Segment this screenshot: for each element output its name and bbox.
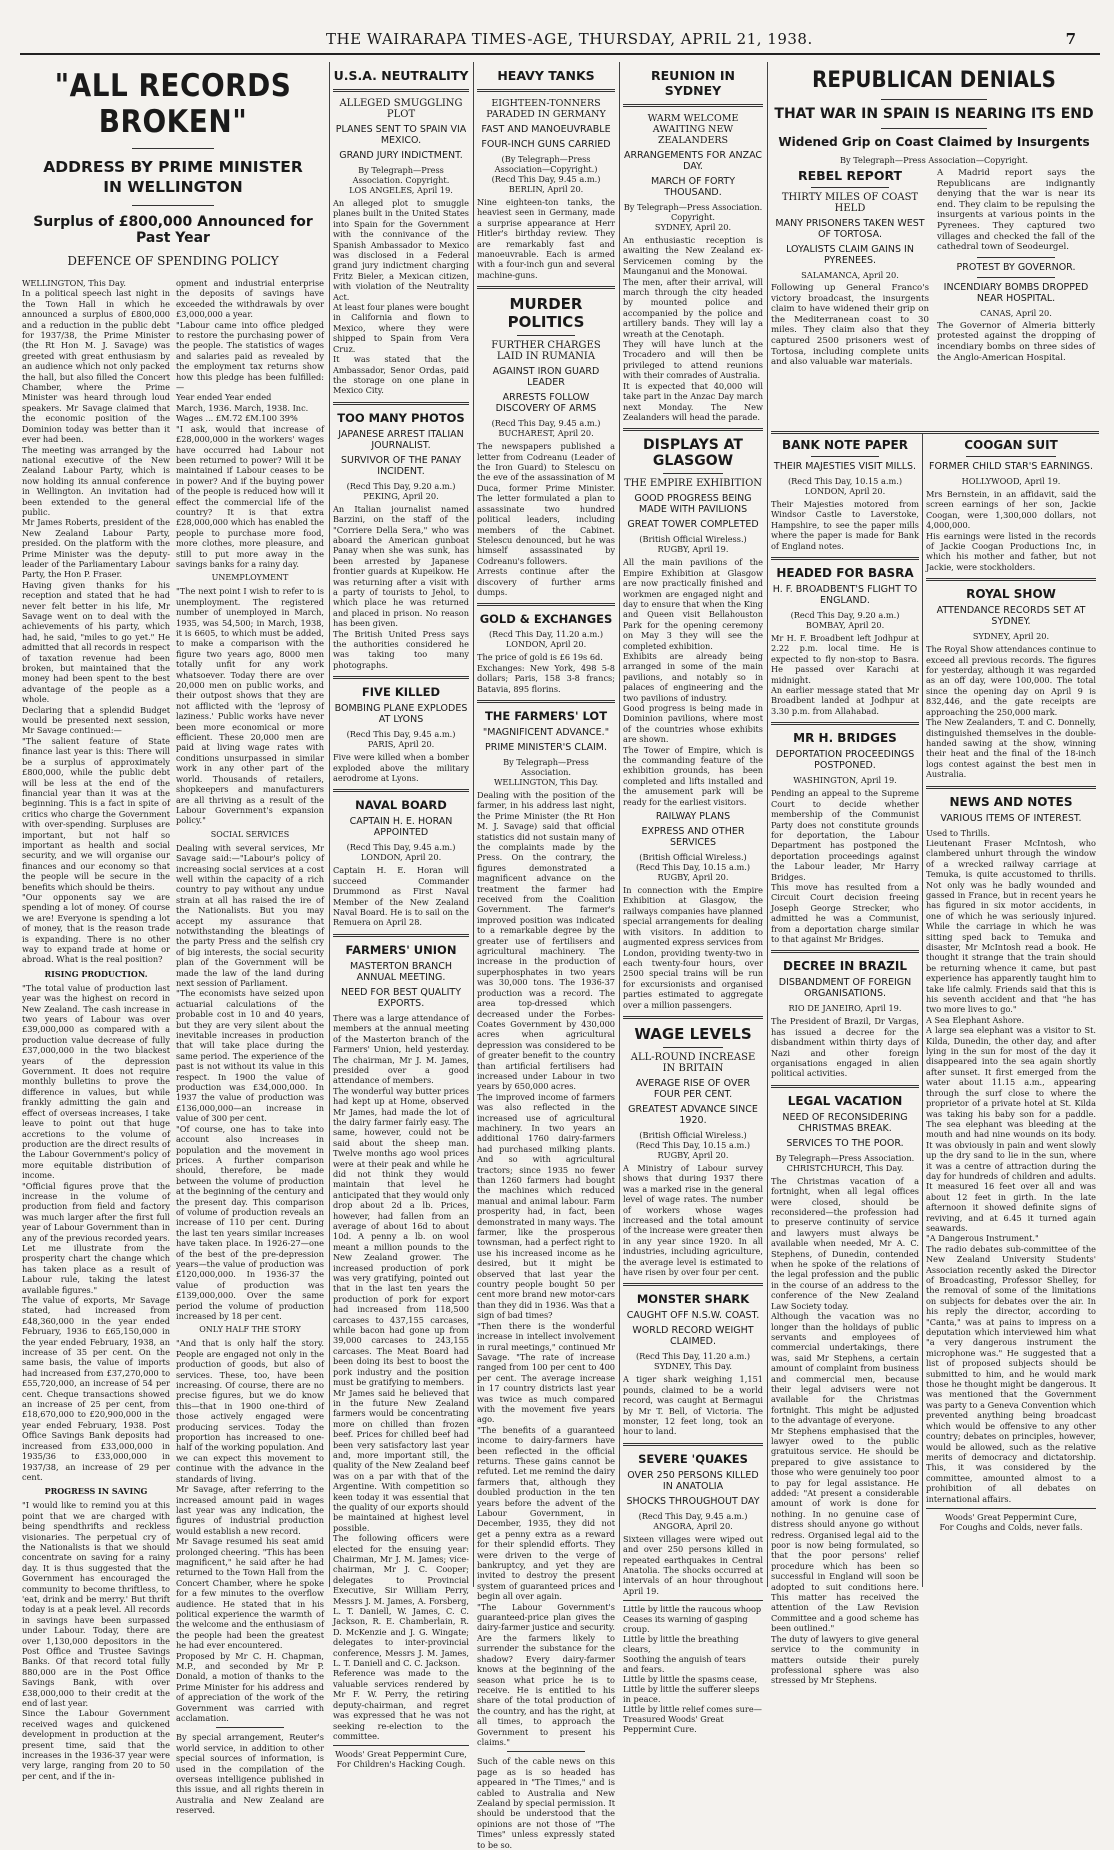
article-body: Pending an appeal to the Supreme Court to decide whether membership of the Communist Party does not constitute grounds for deportation, the Labour Department has postponed the deportation proceedings against the Labour leader, Mr Harry Bridges. This move has resulted from a Circuit Court decision freeing Joseph George Strecker, who admitted he was a Communist, from a deportation charge similar to that against Mr Bridges. <box>771 788 919 944</box>
article-body: Nine eighteen-ton tanks, the heaviest seen in Germany, made a surprise appearance at Herr Hitler's birthday review. They are remarkably fast and manoeuvrable. Each is armed with a four-inch gun and several machine-guns. <box>477 197 615 280</box>
article-subheadline: WORLD RECORD WEIGHT CLAIMED. <box>632 1325 754 1348</box>
article-headline: GOLD & EXCHANGES <box>479 612 613 627</box>
article-subheadline: INCENDIARY BOMBS DROPPED NEAR HOSPITAL. <box>943 281 1089 304</box>
article-headline: FARMERS' UNION <box>345 942 457 957</box>
article-body: An Italian journalist named Barzini, on the staff of the "Corriere Della Sera," who was aboard the American gunboat Panay when she was sunk, has been arrested by Japanese frontier guards at Kupeikow. He was returning after a visit with a party of tourists to Jehol, to which place he was returned and placed in prison. No reason has been given. The British United Press says the authorities considered he was taking too many photographs. <box>333 503 469 670</box>
article-column <box>771 168 929 372</box>
article-subheadline: THEIR MAJESTIES VISIT MILLS. <box>773 461 917 472</box>
article-headline: HEAVY TANKS <box>497 68 595 83</box>
article-headline: SEVERE 'QUAKES <box>638 1451 748 1466</box>
article-headline: DECREE IN BRAZIL <box>783 959 907 974</box>
section-heading: ONLY HALF THE STORY <box>199 1325 301 1335</box>
article-subheadline: DEPORTATION PROCEEDINGS POSTPONED. <box>775 749 915 772</box>
article-subheadline: MARCH OF FORTY THOUSAND. <box>650 176 736 198</box>
article-subheadline: AGAINST IRON GUARD LEADER <box>492 366 600 389</box>
article-body: The newspapers published a letter from Codreanu (Leader of the Iron Guard) to Stelescu on the eve of the assassination of M Duca, former Prime Minister. The letter formulated a plan to assassinate two hundred political leaders, including members of the Cabinet. Stelescu denounced, but he was himself assassinated by Codreanu's followers. Arrests continue after the discovery of further arms dumps. <box>477 441 615 597</box>
article-body: Mrs Bernstein, in an affidavit, said the screen earnings of her son, Jackie Coogan, were 1,300,000 dollars, not 4,000,000. His earnings were listed in the records of Jackie Coogan Productions Inc, in which his mother and father, but not Jackie, were stockholders. <box>926 489 1096 572</box>
article-subheadline: AVERAGE RISE OF OVER FOUR PER CENT. <box>635 1077 751 1100</box>
article-headline: MURDER POLITICS <box>507 295 585 332</box>
dateline: By Telegraph—Press Association. Copyright. LOS ANGELES, April 19. <box>349 165 453 195</box>
article-republican-denials <box>771 62 1097 430</box>
article-subheadline: JAPANESE ARREST ITALIAN JOURNALIST. <box>338 428 464 451</box>
article-body: An alleged plot to smuggle planes built in the United States into Spain for the Government with the connivance of the Spanish Ambassador to Mexico was disclosed in a Federal grand jury indictment charging Fritz Bieler, a Mexican citizen, with violation of the Neutrality Act. At least four planes were bought in California and flown to Mexico, where they were shipped to Spain from Vera Cruz. It was stated that the Ambassador, Senor Ordas, paid the storage on one plane in Mexico City. <box>333 198 469 396</box>
article-headline: FIVE KILLED <box>361 685 441 700</box>
section-heading: SOCIAL SERVICES <box>210 829 290 839</box>
article-subheadline: MANY PRISONERS TAKEN WEST OF TORTOSA. <box>775 218 925 240</box>
article-headline: REUNION IN SYDNEY <box>651 68 735 98</box>
masthead <box>0 30 1114 52</box>
article-headline: DISPLAYS AT GLASGOW <box>643 437 743 470</box>
article-subheadline: SERVICES TO THE POOR. <box>786 1137 904 1149</box>
article-subheadline: ATTENDANCE RECORDS SET AT SYDNEY. <box>936 605 1086 628</box>
article-headline: ROYAL SHOW <box>966 587 1056 602</box>
page-number: 7 <box>1065 30 1076 48</box>
article-headline: THE FARMERS' LOT <box>484 708 608 723</box>
dateline: By Telegraph—Press Association—Copyright. <box>839 155 1029 165</box>
masthead-title: THE WAIRARAPA TIMES-AGE, THURSDAY, APRIL 21, 1938. <box>326 30 813 48</box>
article-headline: MR H. BRIDGES <box>793 731 897 746</box>
article-body: opment and industrial enterprise the deposits of savings have exceeded the withdrawals by over £3,000,000 a year. "Labour came into office pledged to restore the purchasing power of the people. The statistics of wages and salaries paid as revealed by the employment tax returns show how this pledge has been fulfilled:— Year ended Year ended March, 1936. March, 1938. Inc. Wages ... £M.72 £M.100 39% "I ask, would that increase of £28,000,000 in the workers' wages have occurred had Labour not been returned to power? Will it be maintained if Labour ceases to be in power? And if the buying power of the people is reduced how will it effect the commercial life of the country? It is that extra £28,000,000 which has enabled the people to purchase more food, more clothes, more pleasure, and still to put more away in the savings banks for a rainy day. <box>176 278 324 569</box>
dateline: RIO DE JANEIRO, April 19. <box>788 1003 902 1014</box>
article-body: Dealing with the position of the farmer, in his address last night, the Prime Minister (the Rt Hon M. J. Savage) said that official statistics did not sustain many of the complaints made by the Press. On the contrary, the figures demonstrated a magnificent advance on the treatment the farmer had received from the Coalition Government. The farmer's improved position was indicated to a remarkable degree by the greater use of fertilisers and agricultural machinery. The increase in the production of superphosphates in two years was 30,000 tons. The 1936-37 production was a record. The area top-dressed which decreased under the Forbes-Coates Government by 430,000 acres when agricultural depression was considered to be of greater benefit to the country than artificial fertilisers had increased under Labour in two years by 650,000 acres. The improved income of farmers was also reflected in the increased use of agricultural machinery. In two years an additional 1760 dairy-farmers had purchased milking plants. And so with agricultural tractors; since 1935 no fewer than 1260 farmers had bought the machines which reduced manual and animal labour. Farm prosperity had, in fact, been demonstrated in many ways. The farmer, like the prosperous townsman, had a perfect right to use his increased income as he desired, but it might be observed that last year the country people bought 50 per cent more brand new motor-cars than they did in 1936. Was that a sign of bad times? "Then there is the wonderful increase in intellect involvement in rural meetings," continued Mr Savage. "The rate of increase ranged from 100 per cent to 400 per cent. The average increase in 17 country districts last year was twice as much compared with the movement five years ago. "The benefits of a guaranteed income to dairy-farmers have been reflected in the official returns. These gains cannot be refuted. Let me remind the dairy farmers that, although they doubled production in the ten years before the advent of the Labour Government, in December, 1935, they did not get a penny extra as a reward for their splendid efforts. They were driven to the verge of bankruptcy, and yet they are invited to destroy the present system of guaranteed prices and begin all over again. "The Labour Government's guaranteed-price plan gives the dairy-farmer justice and security. Are the farmers likely to surrender the substance for the shadow? Every dairy-farmer knows at the beginning of the season what price he is to receive. He is entitled to his share of the total production of the country, and has the right, at all times, to approach the Government to present his claims." <box>477 789 615 1747</box>
article-body: WELLINGTON, This Day. In a political speech last night in the Town Hall in which he announced a surplus of £800,000 and a reduction in the public debt for 1937/38, the Prime Minister (the Rt Hon M. J. Savage) was greeted with great enthusiasm by an audience which not only packed the hall, but also filled the Concert Chamber, where the Prime Minister was heard through loud speakers. Mr Savage claimed that the economic position of the Dominion today was better than it ever had been. The meeting was arranged by the national executive of the New Zealand Labour Party, which is now holding its annual conference in Wellington. An invitation had been extended to the general public. Mr James Roberts, president of the New Zealand Labour Party, presided. On the platform with the Prime Minister was the deputy-leader of the Parliamentary Labour Party, the Hon P. Fraser. Having given thanks for his reception and stated that he had never felt better in his life, Mr Savage went on to deal with the achievements of his party, which had, he said, "miles to go yet." He admitted that all records in respect of taxation revenue had been broken, but maintained that the money had been spent to the best advantage of the people as a whole. Declaring that a splendid Budget would be presented next session, Mr Savage continued:— "The salient feature of State finance last year is this: There will be a surplus of approximately £800,000, while the public debt will be less at the end of the financial year than it was at the beginning. This is a fact in spite of critics who charge the Government with over-spending. Surpluses are important, but not half so important as health and social security, and we will organise our finances and our economy so that the people will be secure in the benefits which should be theirs. "Our opponents say we are spending a lot of money. Of course we are! Everyone is spending a lot of money, that is the reason trade is expanding. There is no other way to expand trade at home or abroad. What is the real position? <box>22 278 170 965</box>
article-body: A Ministry of Labour survey shows that during 1937 there was a marked rise in the general level of wage rates. The number of workers whose wages increased and the total amount of the increase were greater then in any year since 1920. In all industries, including agriculture, the average level is estimated to have risen by over four per cent. <box>623 1162 763 1277</box>
article-subheadline: EXPRESS AND OTHER SERVICES <box>641 826 745 849</box>
column-divider <box>922 433 923 1587</box>
masthead-rule <box>20 53 1100 55</box>
article-headline: NEWS AND NOTES <box>949 794 1073 809</box>
article-body: "I would like to remind you at this point that we are charged with being spendthrifts and reckless visionaries. The perpetual cry of the Nationalists is that we should concentrate on saving for a rainy day. It is thus suggested that the Government has encouraged the community to become thriftless, to 'eat, drink and be merry.' But thrift today is at a peak level. All records in savings have been surpassed under Labour. Today, there are over 1,130,000 depositors in the Post Office and Trustee Savings Banks. Of that record total fully 880,000 are in the Post Office Savings Bank, with over £38,000,000 to their credit at the end of last year. Since the Labour Government received wages and quickened development in production at the present time, said that the increases in the 1936-37 year were very large, ranging from 20 to 50 per cent, and if the in- <box>22 1500 170 1781</box>
column-6 <box>771 438 919 1686</box>
article-body: Five were killed when a bomber exploded above the military aerodrome at Lyons. <box>333 752 469 784</box>
column-3 <box>333 62 469 1770</box>
article-subheadline: PRIME MINISTER'S CLAIM. <box>484 741 607 753</box>
section-heading: PROTEST BY GOVERNOR. <box>956 261 1076 273</box>
article-body: In connection with the Empire Exhibition at Glasgow, the railways companies have planned special arrangements for dealing with visitors. In addition to augmented express services from London, providing twenty-two in each twenty-four hours, over 2500 special trains will be run for excursionists and organised parties estimated to aggregate over a million passengers. <box>623 885 763 1010</box>
article-subheadline: GOOD PROGRESS BEING MADE WITH PAVILIONS <box>634 493 752 516</box>
article-column <box>22 278 170 1820</box>
article-subheadline: VARIOUS ITEMS OF INTEREST. <box>940 812 1082 824</box>
article-subheadline: Surplus of £800,000 Announced for Past Year <box>33 214 313 246</box>
column-5 <box>623 62 763 1735</box>
article-subheadline: FAST AND MANOEUVRABLE <box>481 124 611 135</box>
article-headline: BANK NOTE PAPER <box>782 438 908 452</box>
article-body: There was a large attendance of members at the annual meeting of the Masterton branch of the Farmers' Union, held yesterday. The chairman, Mr J. M. James, presided over a good attendance of members. The wonderful way butter prices had kept up at Home, observed Mr James, had made the lot of the dairy farmer fairly easy. The same, however, could not be said about the sheep man. Twelve months ago wool prices were at their peak and while he did not think they would maintain that level he anticipated that they would only drop about 2d a lb. Prices, however, had fallen from an average of about 16d to about 10d. A penny a lb. on wool meant a million pounds to the New Zealand grower. The increased production of pork was very gratifying, pointed out that in the last ten years the production of pork for export had increased from 118,500 carcases to 437,155 carcases, while bacon had gone up from 39,000 carcases to 243,155 carcases. The Meat Board had been doing its best to boost the pork industry and the position must be gratifying to members. Mr James said he believed that in the future New Zealand farmers would be concentrating more on chilled than frozen beef. Prices for chilled beef had been very satisfactory last year and, more important still, the quality of the New Zealand beef was on a par with that of the Argentine. With competition so keen today it was essential that the quality of our exports should be maintained at highest level possible. The following officers were elected for the ensuing year: Chairman, Mr J. M. James; vice-chairman, Mr J. C. Cooper; delegates to Provincial Executive, Sir William Perry, Messrs J. M. James, A. Forsberg, L. T. Daniell, W. James, C. C. Jackson, R. E. Chamberlain, R. D. McKenzie and J. G. Wingate; delegates to inter-provincial conference, Messrs J. M. James, L. T. Daniell and C. C. Jackson. Reference was made to the valuable services rendered by Mr F. W. Perry, the retiring deputy-chairman, and regret was expressed that he was not seeking re-election to the committee. <box>333 1012 469 1741</box>
article-body: Dealing with several services, Mr Savage said:—"Labour's policy of increasing social services at a cost well within the capacity of a rich country to pay without any undue strain at all has raised the ire of the Nationalists. But you may accept my assurance that notwithstanding the bleatings of the party Press and the selfish cry of big interests, the social security plan of the Government will be made the law of the land during next session of Parliament. "The economists have seized upon actuarial calculations of the probable cost in 10 and 40 years, but they are very silent about the inevitable increases in production that will take place during the same period. The experience of the past is not without its value in this respect. In 1900 the value of production was £34,000,000. In 1937 the value of production was £136,000,000—an increase in value of 300 per cent. "Of course, one has to take into account also increases in population and the movement in prices. A further comparison should, therefore, be made between the volume of production at the beginning of the century and the present day. This comparison of volume of production reveals an increase of 110 per cent. During the last ten years similar increases have taken place. In 1926-27—one of the best of the pre-depression years—the value of production was £120,000,000. In 1936-37 the value of production was £139,000,000. Over the same period the volume of production increased by 18 per cent. <box>176 842 324 1321</box>
dateline: SYDNEY, April 20. <box>972 631 1050 642</box>
article-body: Mr H. F. Broadbent left Jodhpur at 2.22 p.m. local time. He is expected to fly non-stop to Basra. He passed over Karachi at midnight. An earlier message stated that Mr Broadbent landed at Jodhpur at 3.30 p.m. from Allahabad. <box>771 633 919 716</box>
article-body: The Christmas vacation of a fortnight, when all legal offices were closed, should be reconsidered—the profession had to preserve continuity of service and lawyers must always be available when needed, Mr A. C. Stephens, of Dunedin, contended when he spoke of the relations of the legal profession and the public in the course of an address to the conference of the New Zealand Law Society today. Although the vacation was no longer than the holidays of public servants and employees of commercial undertakings, there was, said Mr Stephens, a certain amount of complaint from business and commercial men, because their legal advisers were not available for the Christmas fortnight. This might be adjusted to the advantage of everyone. Mr Stephens emphasised that the lawyer owed to the public gratuitous service. He should be prepared to give assistance to those who were genuinely too poor to pay for legal assistance. He added: "At present a considerable amount of work is done for nothing. In no genuine case of distress should anyone go without redress. Organised legal aid to the poor is now being formulated, so that the poor persons' relief procedure which has been so successful in England will soon be adopted to suit conditions here. This matter has received the attention of the Law Revision Committee and a good scheme has been outlined." The duty of lawyers to give general service to the community in matters outside their purely professional sphere was also stressed by Mr Stephens. <box>771 1175 919 1686</box>
article-subheadline: CAUGHT OFF N.S.W. COAST. <box>626 1310 760 1322</box>
article-headline: COOGAN SUIT <box>964 438 1058 452</box>
column-divider <box>473 62 474 1587</box>
article-body: The President of Brazil, Dr Vargas, has issued a decree for the disbandment within thirty days of Nazi and other foreign organisations engaged in alien political activities. <box>771 1016 919 1079</box>
dateline: SALAMANCA, April 20. <box>801 270 899 280</box>
dateline: (Recd This Day, 9.45 a.m.) BUCHAREST, April 20. <box>491 418 601 439</box>
advertisement: Little by little the raucous whoop Ceases its warning of gasping croup. Little by little the breathing clears, Soothing the anguish of tears and fears. Little by little the spasms cease, Little by little the sufferer sleeps in peace. Little by little relief comes sure— Treasured Woods' Great Peppermint Cure. <box>623 1600 763 1734</box>
dateline: (Recd This Day, 9.20 a.m.) BOMBAY, April 20. <box>790 610 900 631</box>
article-subheadline: GREAT TOWER COMPLETED <box>627 519 759 531</box>
article-subheadline: EIGHTEEN-TONNERS PARADED IN GERMANY <box>486 98 606 120</box>
article-headline: REPUBLICAN DENIALS <box>812 68 1056 93</box>
dateline: (British Official Wireless.) (Recd This Day, 10.15 a.m.) RUGBY, April 20. <box>635 1129 751 1160</box>
article-column <box>176 278 324 1820</box>
column-7 <box>926 438 1096 1587</box>
article-body: Following up General Franco's victory broadcast, the insurgents claim to have widened their grip on the Mediterranean coast to 30 miles. They claim also that they captured 2500 prisoners west of Tortosa, including complete units and also valuable war materials. <box>771 283 929 368</box>
article-body: "And that is only half the story. People are engaged not only in the production of goods, but also of services. These, too, have been increasing. Of course, there are no precise figures, but we do know this—that in 1900 one-third of those actively engaged were producing services. Today the proportion has increased to one-half of the working population. And we can expect this movement to continue with the advance in the standards of living. Mr Savage, after referring to the increased amount paid in wages last year was any indication, the figures of industrial production would establish a new record. Mr Savage resumed his seat amid prolonged cheering. "This has been magnificent," he said after he had returned to the Town Hall from the Concert Chamber, where he spoke for a few minutes to the overflow audience. He stated that in his political experience the warmth of the welcome and the enthusiasm of the people had been the greatest he had ever encountered. Proposed by Mr C. H. Chapman, M.P., and seconded by Mr P. Donald, a motion of thanks to the Prime Minister for his address and of appreciation of the work of the Government was carried with acclamation. <box>176 1338 324 1724</box>
article-subheadline: PLANES SENT TO SPAIN VIA MEXICO. <box>335 124 467 146</box>
article-subheadline: H. F. BROADBENT'S FLIGHT TO ENGLAND. <box>772 584 918 607</box>
article-subheadline: ARRANGEMENTS FOR ANZAC DAY. <box>623 150 763 172</box>
article-subheadline: ARRESTS FOLLOW DISCOVERY OF ARMS <box>495 392 597 415</box>
article-subheadline: THE EMPIRE EXHIBITION <box>623 478 763 490</box>
dateline: By Telegraph—Press Association. CHRISTCHURCH, This Day. <box>775 1152 915 1173</box>
dateline: (Recd This Day, 11.20 a.m.) LONDON, April 20. <box>488 629 604 650</box>
article-subheadline: SURVIVOR OF THE PANAY INCIDENT. <box>340 454 462 477</box>
dateline: (Recd This Day, 9.20 a.m.) PEKING, April 20. <box>346 480 456 501</box>
dateline: By Telegraph—Press Association. Copyright. SYDNEY, April 20. <box>623 202 763 232</box>
article-subheadline: CAPTAIN H. E. HORAN APPOINTED <box>349 816 453 839</box>
article-subheadline: WARM WELCOME AWAITING NEW ZEALANDERS <box>647 113 739 146</box>
section-heading: PROGRESS IN SAVING <box>44 1486 148 1497</box>
article-body: The Governor of Almeria bitterly protested against the dropping of incendiary bombs on three sides of the Anglo-American Hospital. <box>937 320 1095 363</box>
article-body: Captain H. E. Horan will succeed Commander Drummond as First Naval Member of the New Zealand Naval Board. He is to sail on the Remuera on April 28. <box>333 865 469 928</box>
article-body: Their Majesties motored from Windsor Castle to Laverstoke, Hampshire, to see the paper mills where the paper is made for Bank of England notes. <box>771 499 919 551</box>
article-footnote: By special arrangement, Reuter's world service, in addition to other special sources of information, is used in the compilation of the overseas intelligence published in this issue, and all rights therein in Australia and New Zealand are reserved. <box>176 1732 324 1816</box>
article-body: An enthusiastic reception is awaiting the New Zealand ex-Servicemen coming by the Maunganui and the Monowai. The men, after their arrival, will march through the city headed by mounted police and accompanied by the police and artillery bands. They will lay a wreath at the Cenotaph. They will have lunch at the Trocadero and will then be privileged to attend reunions with their comrades of Australia. It is expected that 40,000 will take part in the Anzac Day march next Monday. The New Zealanders will head the parade. <box>623 235 763 422</box>
article-body: A tiger shark weighing 1,151 pounds, claimed to be a world record, was caught at Bermagui by Mr T. Bell, of Victoria. The monster, 12 feet long, took an hour to land. <box>623 1374 763 1437</box>
article-subheadline: NEED OF RECONSIDERING CHRISTMAS BREAK. <box>782 1111 908 1134</box>
dateline: CANAS, April 20. <box>980 307 1052 318</box>
dateline: (Recd This Day, 10.15 a.m.) LONDON, April 20. <box>787 476 903 496</box>
article-subheadline: FORMER CHILD STAR'S EARNINGS. <box>929 461 1093 472</box>
article-body: A Madrid report says the Republicans are indignantly denying that the war is near its end. They claim to be repulsing the insurgents at various points in the Pyrenees. They captured two villages and checked the fall of the cathedral town of Seodeurgel. <box>937 168 1095 253</box>
article-subheadline: DISBANDMENT OF FOREIGN ORGANISATIONS. <box>778 977 912 1000</box>
article-headline: NAVAL BOARD <box>355 798 447 813</box>
column-4 <box>477 62 615 1850</box>
article-subheadline: OVER 250 PERSONS KILLED IN ANATOLIA <box>627 1469 759 1492</box>
article-headline: LEGAL VACATION <box>787 1093 903 1108</box>
dateline: (Recd This Day, 9.45 a.m.) ANGORA, April 20. <box>638 1510 748 1531</box>
column-divider <box>619 62 620 1587</box>
dateline: (Recd This Day, 9.45 a.m.) LONDON, April 20. <box>346 842 456 863</box>
article-headline: U.S.A. NEUTRALITY <box>333 68 469 83</box>
article-subheadline: Widened Grip on Coast Claimed by Insurgents <box>778 135 1090 149</box>
article-subheadline: NEED FOR BEST QUALITY EXPORTS. <box>340 986 461 1009</box>
dateline: (Recd This Day, 9.45 a.m.) PARIS, April 20. <box>346 729 456 750</box>
article-headline: MONSTER SHARK <box>636 1292 750 1307</box>
article-subheadline: LOYALISTS CLAIM GAINS IN PYRENEES. <box>786 244 914 266</box>
column-divider <box>767 62 768 1587</box>
article-all-records-broken <box>22 62 324 1816</box>
article-footnote: Such of the cable news on this page as is so headed has appeared in "The Times," and is cabled to Australia and New Zealand by special permission. It should be understood that the opinions are not those of "The Times" unless expressly stated to be so. <box>477 1756 615 1850</box>
dateline: By Telegraph—Press Association. WELLINGTON, This Day. <box>494 756 598 787</box>
section-heading: REBEL REPORT <box>797 168 903 183</box>
article-subheadline: THAT WAR IN SPAIN IS NEARING ITS END <box>774 106 1094 122</box>
article-body: The Royal Show attendances continue to exceed all previous records. The figures for yesterday, although it was regarded as an off day, were 100,000. The total since the opening day on April 9 is 832,446, and the gate receipts are approaching the 250,000 mark. The New Zealanders, T. and C. Donnelly, distinguished themselves in the double-handed sawing at the show, winning their heat and the final of the 18-inch logs contest against the best men in Australia. <box>926 644 1096 780</box>
section-heading: RAILWAY PLANS <box>655 811 731 823</box>
dateline: (By Telegraph—Press Association—Copyright.) (Recd This Day, 9.45 a.m.) BERLIN, April 20. <box>491 154 601 194</box>
section-heading: UNEMPLOYMENT <box>211 573 289 583</box>
article-headline: WAGE LEVELS <box>634 1024 752 1043</box>
article-subheadline: ADDRESS BY PRIME MINISTER IN WELLINGTON <box>43 158 303 196</box>
article-subheadline: SHOCKS THROUGHOUT DAY <box>626 1495 760 1507</box>
article-body: "The total value of production last year was the highest on record in New Zealand. The cash increase in two years of Labour was over £39,000,000 as compared with a production value decrease of fully £37,000,000 in the two blackest years of the depression Government. It does not require monthly bulletins to prove the difference in values, but while frankly admitting the gain and effect of overseas increases, I take leave to point out that huge accretions to the volume of production are the direct results of the Labour Government's policy of more equitable distribution of income. "Official figures prove that the increase in the volume of production from field and factory was much larger after the first full year of Labour Government than in any of the previous recorded years. Let me illustrate from the prosperity chart the change which has taken place as a result of Labour rule, taking the latest available figures." The value of exports, Mr Savage stated, had increased from £48,360,000 in the year ended February, 1936 to £65,150,000 in the year ended February, 1938, an increase of 35 per cent. On the same basis, the value of imports had increased from £37,270,000 to £55,720,000, an increase of 54 per cent. Cheque transactions showed an increase of 25 per cent, from £18,670,000 to £20,900,000 in the year ended February, 1938. Post Office Savings Bank deposits had increased from £33,000,000 in 1935/36 to £33,000,000 in 1937/38, an increase of 29 per cent. <box>22 982 170 1482</box>
article-subheadline: ALL-ROUND INCREASE IN BRITAIN <box>630 1051 756 1074</box>
dateline: (British Official Wireless.) (Recd This Day, 10.15 a.m.) RUGBY, April 20. <box>635 852 751 883</box>
article-headline: HEADED FOR BASRA <box>776 566 914 581</box>
article-body: "The next point I wish to refer to is unemployment. The registered number of unemployed in March, 1935, was 54,500; in March, 1938, it is 6605, to which must be added, to make a comparison with the figure two years ago, 8000 men totally unfit for any work whatsoever. Today there are over 20,000 men on public works, and their outpost shows that they are not afflicted with the 'leprosy of laziness.' Public works have never been more economical or more efficient. These 20,000 men are paid at living wage rates with conditions unsurpassed in similar work in any other part of the world. Thousands of retailers, shopkeepers and manufacturers are all thriving as a result of the Labour Government's expansion policy." <box>176 586 324 826</box>
column-divider <box>329 62 330 1587</box>
article-column <box>937 168 1095 372</box>
article-subheadline: THIRTY MILES OF COAST HELD <box>781 192 919 214</box>
advertisement: Woods' Great Peppermint Cure, For Children's Hacking Cough. <box>333 1745 469 1769</box>
article-subheadline: BOMBING PLANE EXPLODES AT LYONS <box>334 703 468 726</box>
article-subheadline: ALLEGED SMUGGLING PLOT <box>339 98 463 120</box>
section-rule <box>771 431 1099 434</box>
dateline: (British Official Wireless.) RUGBY, April 19. <box>639 534 747 555</box>
article-subheadline: DEFENCE OF SPENDING POLICY <box>67 254 279 268</box>
article-subheadline: FOUR-INCH GUNS CARRIED <box>481 139 611 150</box>
article-subheadline: GRAND JURY INDICTMENT. <box>339 150 463 161</box>
article-body: Used to Thrills. Lieutenant Fraser McIntosh, who clambered unhurt through the window of a wrecked railway carriage at Temuka, is quite accustomed to thrills. Not only was he badly wounded and gassed in France, but in recent years he has figured in six motor accidents, in one of which he was seriously injured. While the carriage in which he was sitting sped back to Temuka and disaster, Mr McIntosh read a book. He thought it strange that the train should be returning whence it came, but past experience has apparently taught him to take life calmly. Friends said that this is his seventh accident and that "he has two more lives to go." A Sea Elephant Ashore. A large sea elephant was a visitor to St. Kilda, Dunedin, the other day, and after lying in the sun for most of the day it disappeared into the sea again shortly after sunset. It first emerged from the water about 11.15 a.m., appearing through the surf close to where the proprietor of a private hotel at St. Kilda was taking his baby son for a paddle. The sea elephant was bleeding at the mouth and had nine wounds on its body. It was obviously in pain and went slowly up the dry sand to lie in the sun, where it was a centre of attraction during the day for hundreds of children and adults. It measured 16 feet over all and was about 12 feet in girth. In the late afternoon it showed definite signs of reviving, and at 6.45 it turned again seawards. "A Dangerous Instrument." The radio debates sub-committee of the New Zealand University Students' Association recently asked the Director of Broadcasting, Professor Shelley, for the removal of some of the limitations on subjects for debates over the air. In his reply the director, according to "Canta," was at pains to impress on a deputation which interviewed him what "a very dangerous instrument the microphone was." He suggested that a list of proposed subjects should be submitted to him, and he would mark those he thought might be dangerous. It was mentioned that the Government was party to a Geneva Convention which prevented anything being broadcast which would be offensive to any other country; debates on principles, however, would be allowed, such as the relative merits of democracy and dictatorship. This, it was considered by the committee, amounted almost to a prohibition of all debates on international affairs. <box>926 827 1096 1504</box>
article-headline: TOO MANY PHOTOS <box>337 410 465 425</box>
article-subheadline: GREATEST ADVANCE SINCE 1920. <box>628 1103 758 1126</box>
article-body: All the main pavilions of the Empire Exhibition at Glasgow are now practically finished and workmen are engaged night and day to ensure that when the King and Queen visit Bellahouston Park for the opening ceremony on May 3 they will see the completed exhibition. Exhibits are already being arranged in some of the main pavilions, and notably so in palaces of engineering and the two pavilions of industry. Good progress is being made in Dominion pavilions, where most of the countries whose exhibits are shown. The Tower of Empire, which is the commanding feature of the exhibition grounds, has been completed and lifts installed and the amusement park will be ready for the earliest visitors. <box>623 557 763 807</box>
advertisement: Woods' Great Peppermint Cure, For Coughs and Colds, never fails. <box>926 1508 1096 1532</box>
article-subheadline: FURTHER CHARGES LAID IN RUMANIA <box>491 340 601 363</box>
article-body: Sixteen villages were wiped out and over 250 persons killed in repeated earthquakes in Central Anatolia. The shocks occurred at intervals of an hour throughout April 19. <box>623 1533 763 1596</box>
article-subheadline: "MAGNIFICENT ADVANCE." <box>482 726 610 738</box>
dateline: HOLLYWOOD, April 19. <box>961 476 1061 486</box>
dateline: (Recd This Day, 11.20 a.m.) SYDNEY, This Day. <box>635 1351 751 1372</box>
article-headline: "ALL RECORDS BROKEN" <box>54 68 292 140</box>
article-body: The price of gold is £6 19s 6d. Exchanges: New York, 498 5-8 dollars; Paris, 158 3-8 francs; Batavia, 895 florins. <box>477 652 615 694</box>
dateline: WASHINGTON, April 19. <box>793 775 897 786</box>
section-heading: RISING PRODUCTION. <box>44 968 148 979</box>
article-subheadline: MASTERTON BRANCH ANNUAL MEETING. <box>350 960 452 983</box>
